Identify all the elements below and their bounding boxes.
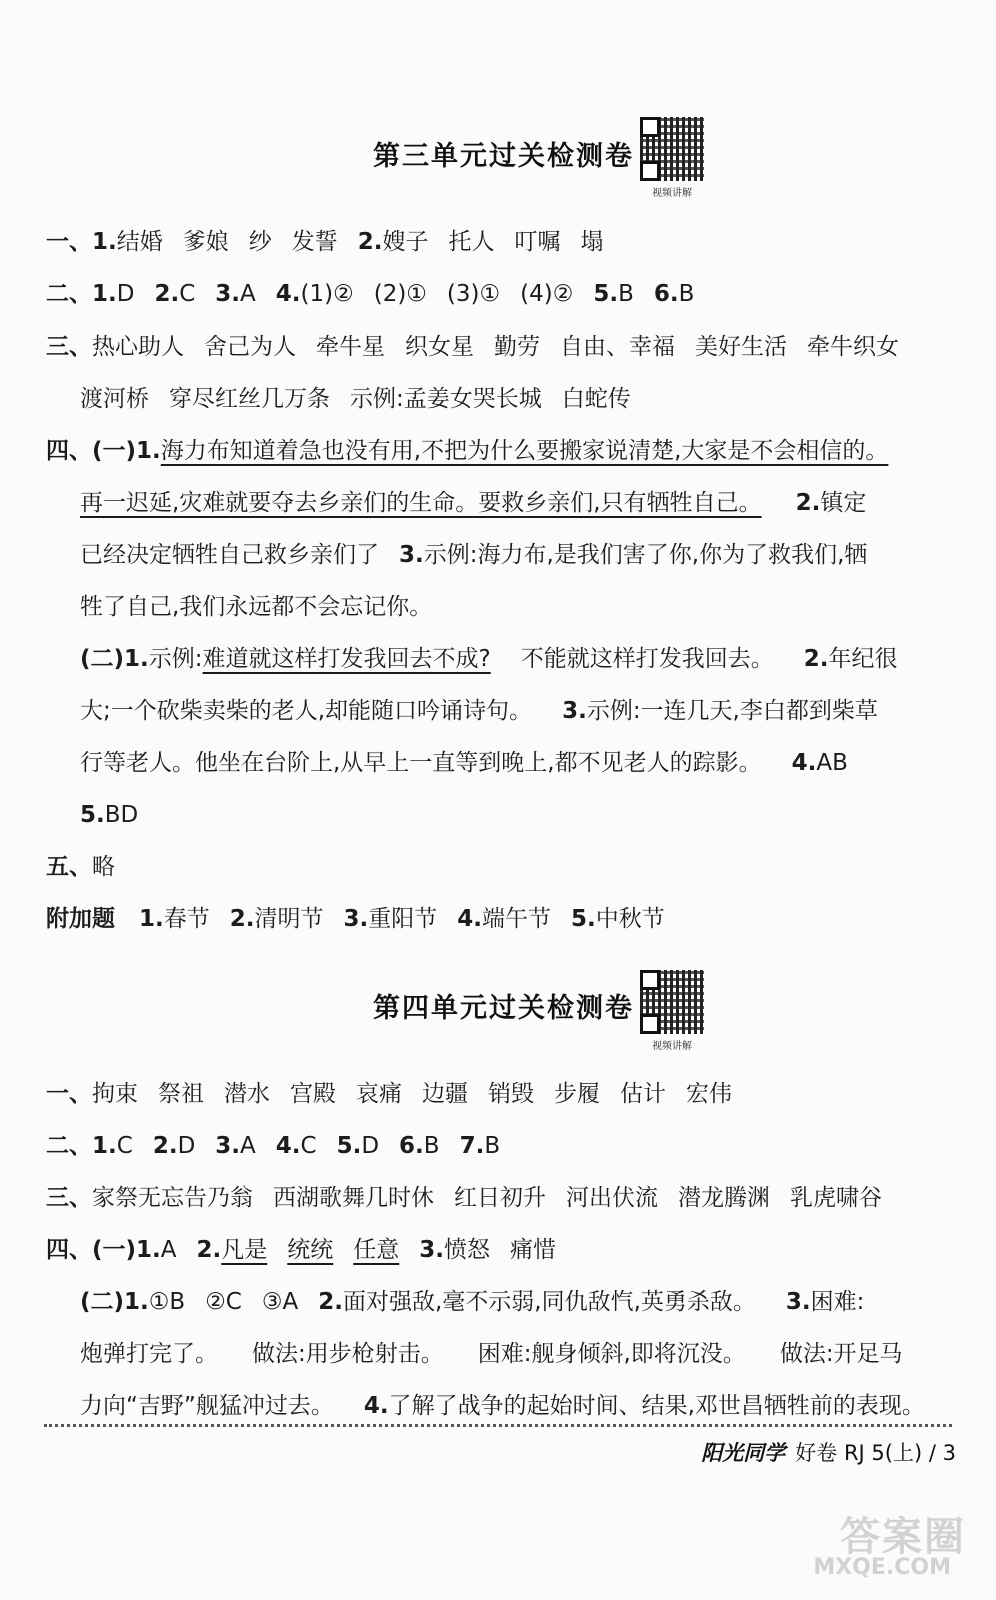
- u3-line-13: 五、略: [46, 854, 115, 880]
- edition: RJ 5(上): [843, 1441, 923, 1465]
- page-number: / 3: [928, 1441, 956, 1465]
- u3-line-4: 渡河桥 穿尽红丝几万条 示例:孟姜女哭长城 白蛇传: [80, 386, 631, 412]
- u3-line-9: (二)1.示例:难道就这样打发我回去不成? 不能就这样打发我回去。 2.年纪很: [80, 646, 898, 672]
- u3-line-11: 行等老人。他坐在台阶上,从早上一直等到晚上,都不见老人的踪影。 4.AB: [80, 750, 848, 776]
- watermark-url: MXQE.COM: [813, 1555, 951, 1580]
- qr-caption: 视频讲解: [652, 1041, 692, 1052]
- u3-line-10: 大;一个砍柴卖柴的老人,却能随口吟诵诗句。 3.示例:一连几天,李白都到柴草: [80, 698, 878, 724]
- u3-line-7: 已经决定牺牲自己救乡亲们了 3.示例:海力布,是我们害了你,你为了救我们,牺: [80, 542, 868, 568]
- u3-line-8: 牲了自己,我们永远都不会忘记你。: [80, 594, 433, 620]
- u4-line-4: 四、(一)1.A 2.凡是 统统 任意 3.愤怒 痛惜: [46, 1237, 557, 1263]
- u3-line-6: 再一迟延,灾难就要夺去乡亲们的生命。要救乡亲们,只有牺牲自己。 2.镇定: [80, 490, 867, 516]
- unit4-title: 第四单元过关检测卷: [373, 993, 634, 1024]
- u4-line-7: 力向“吉野”舰猛冲过去。 4.了解了战争的起始时间、结果,邓世昌牺牲前的表现。: [80, 1393, 925, 1419]
- watermark: 答案圈: [840, 1514, 966, 1560]
- footer-divider: [44, 1424, 952, 1427]
- u3-line-14: 附加题 1.春节 2.清明节 3.重阳节 4.端午节 5.中秋节: [46, 906, 665, 932]
- u4-line-3: 三、家祭无忘告乃翁 西湖歌舞几时休 红日初升 河出伏流 潜龙腾渊 乳虎啸谷: [46, 1185, 882, 1211]
- unit3-title: 第三单元过关检测卷: [373, 141, 634, 172]
- u4-line-5: (二)1.①B ②C ③A 2.面对强敌,毫不示弱,同仇敌忾,英勇杀敌。 3.困难:: [80, 1289, 865, 1315]
- series-name: 好卷: [795, 1441, 838, 1465]
- u3-line-5: 四、(一)1.海力布知道着急也没有用,不把为什么要搬家说清楚,大家是不会相信的。: [46, 438, 889, 464]
- u3-line-1: 一、1.结婚 爹娘 纱 发誓 2.嫂子 托人 叮嘱 塌: [46, 229, 604, 255]
- u4-line-1: 一、拘束 祭祖 潜水 宫殿 哀痛 边疆 销毁 步履 估计 宏伟: [46, 1081, 732, 1107]
- u4-line-2: 二、1.C 2.D 3.A 4.C 5.D 6.B 7.B: [46, 1133, 501, 1159]
- u3-line-2: 二、1.D 2.C 3.A 4.(1)② (2)① (3)① (4)② 5.B 6.B: [46, 281, 695, 307]
- page-footer: [701, 1437, 956, 1467]
- qr-code-icon[interactable]: [640, 970, 704, 1034]
- u3-line-12: 5.BD: [80, 802, 139, 828]
- brand-logo: 阳光同学: [701, 1441, 786, 1465]
- u3-line-3: 三、热心助人 舍己为人 牵牛星 织女星 勤劳 自由、幸福 美好生活 牵牛织女: [46, 334, 899, 360]
- qr-code-icon[interactable]: [640, 117, 704, 181]
- qr-caption: 视频讲解: [652, 188, 692, 199]
- u4-line-6: 炮弹打完了。 做法:用步枪射击。 困难:舰身倾斜,即将沉没。 做法:开足马: [80, 1341, 903, 1367]
